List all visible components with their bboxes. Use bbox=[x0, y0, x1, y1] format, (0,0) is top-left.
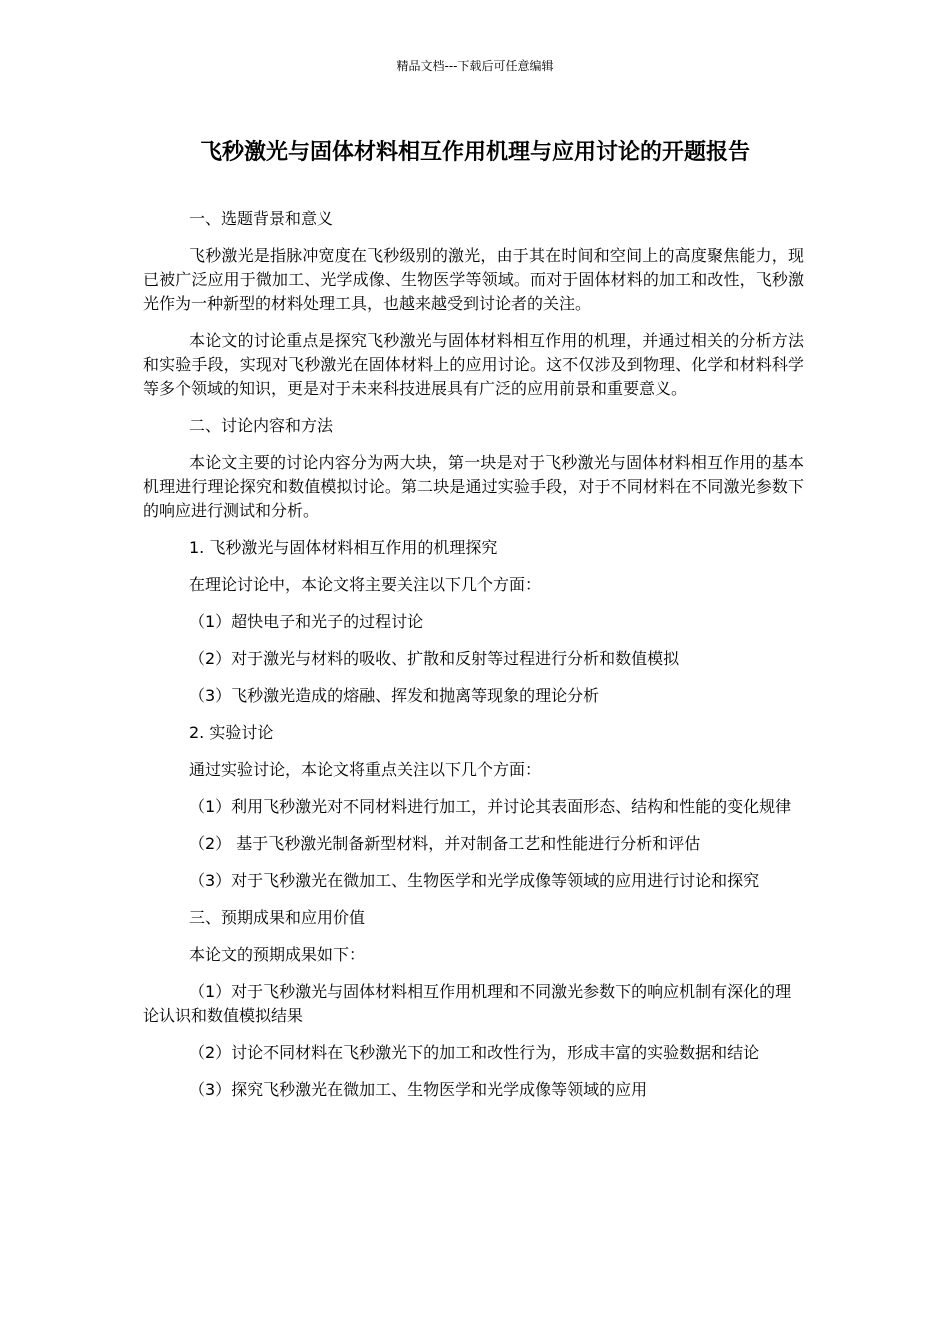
list-item-result-3: （3）探究飞秒激光在微加工、生物医学和光学成像等领域的应用 bbox=[189, 1080, 648, 1099]
list-item-experiment-2: （2） 基于飞秒激光制备新型材料，并对制备工艺和性能进行分析和评估 bbox=[189, 834, 701, 853]
list-item-result-2: （2）讨论不同材料在飞秒激光下的加工和改性行为，形成丰富的实验数据和结论 bbox=[189, 1043, 760, 1062]
paragraph-background-2: 本论文的讨论重点是探究飞秒激光与固体材料相互作用的机理，并通过相关的分析方法和实验手段，实现对飞秒激光在固体材料上的应用讨论。这不仅涉及到物理、化学和材料科学等多个领域的知识，更是对于未来科技进展具有广泛的应用前景和重要意义。 bbox=[143, 331, 804, 398]
list-item-result-1: （1）对于飞秒激光与固体材料相互作用机理和不同激光参数下的响应机制有深化的理论认识和数值模拟结果 bbox=[143, 982, 792, 1025]
section-heading-expected-results: 三、预期成果和应用价值 bbox=[189, 908, 366, 927]
list-item-theory-3: （3）飞秒激光造成的熔融、挥发和抛离等现象的理论分析 bbox=[189, 686, 600, 705]
paragraph-content-overview: 本论文主要的讨论内容分为两大块，第一块是对于飞秒激光与固体材料相互作用的基本机理进行理论探究和数值模拟讨论。第二块是通过实验手段，对于不同材料在不同激光参数下的响应进行测试和分析。 bbox=[143, 453, 804, 520]
section-heading-background: 一、选题背景和意义 bbox=[189, 209, 334, 228]
section-heading-content-methods: 二、讨论内容和方法 bbox=[189, 416, 334, 435]
paragraph-results-intro: 本论文的预期成果如下： bbox=[189, 945, 366, 964]
subsection-heading-mechanism: 1. 飞秒激光与固体材料相互作用的机理探究 bbox=[189, 538, 498, 557]
list-item-experiment-1: （1）利用飞秒激光对不同材料进行加工，并讨论其表面形态、结构和性能的变化规律 bbox=[189, 797, 792, 816]
page-header: 精品文档---下载后可任意编辑 bbox=[396, 59, 554, 73]
list-item-experiment-3: （3）对于飞秒激光在微加工、生物医学和光学成像等领域的应用进行讨论和探究 bbox=[189, 871, 760, 890]
paragraph-theory-intro: 在理论讨论中，本论文将主要关注以下几个方面： bbox=[189, 575, 542, 594]
paragraph-background-1: 飞秒激光是指脉冲宽度在飞秒级别的激光，由于其在时间和空间上的高度聚焦能力，现已被广泛应用于微加工、光学成像、生物医学等领域。而对于固体材料的加工和改性，飞秒激光作为一种新型的材料处理工具，也越来越受到讨论者的关注。 bbox=[143, 246, 804, 313]
document-title: 飞秒激光与固体材料相互作用机理与应用讨论的开题报告 bbox=[199, 140, 750, 165]
list-item-theory-2: （2）对于激光与材料的吸收、扩散和反射等过程进行分析和数值模拟 bbox=[189, 649, 680, 668]
paragraph-experiment-intro: 通过实验讨论，本论文将重点关注以下几个方面： bbox=[189, 760, 542, 779]
document-body bbox=[143, 207, 804, 1115]
list-item-theory-1: （1）超快电子和光子的过程讨论 bbox=[189, 612, 424, 631]
subsection-heading-experiment: 2. 实验讨论 bbox=[189, 723, 274, 742]
